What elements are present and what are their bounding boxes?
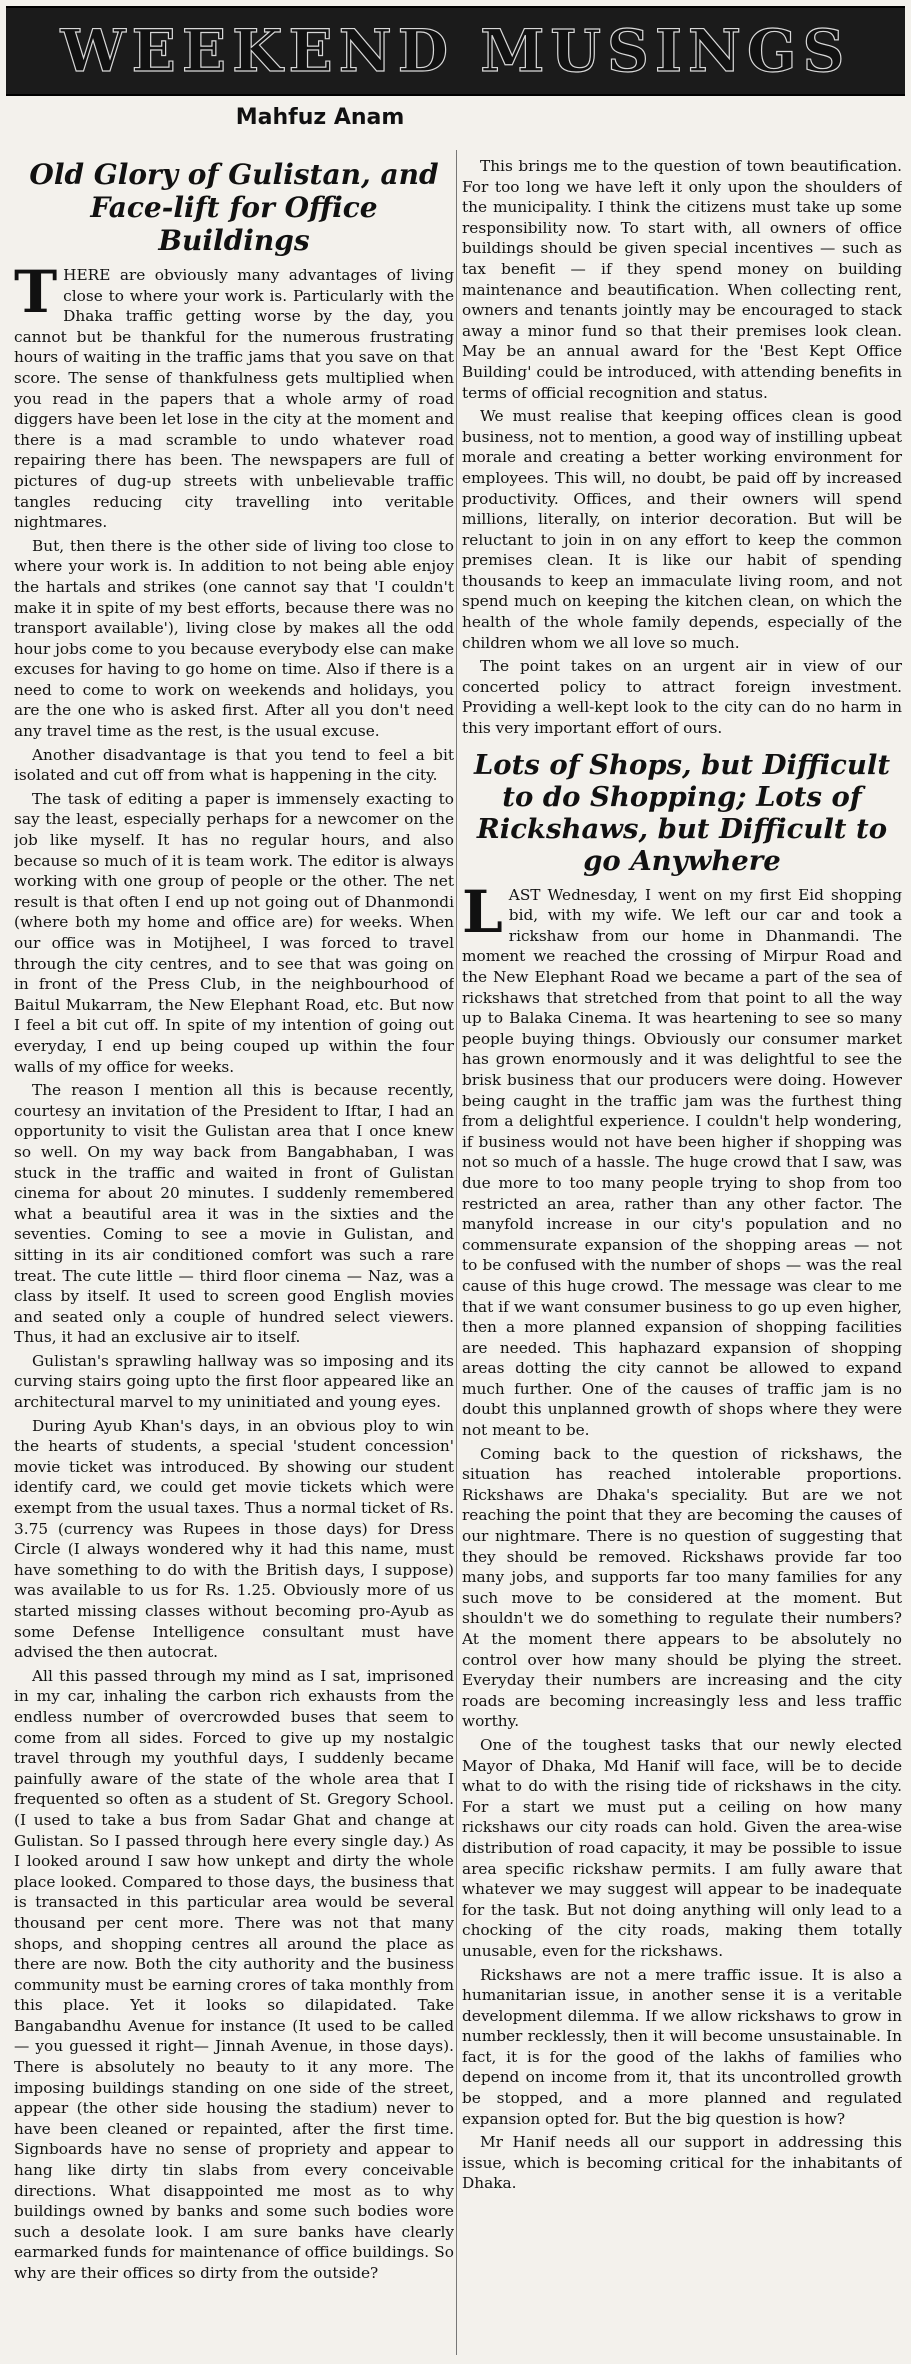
byline: Mahfuz Anam (235, 105, 405, 130)
article1-paragraph: During Ayub Khan's days, in an obvious ploy to win the hearts of students, a special 'student concession' movie ticket was introduced. By showing our student identify card, we could get movie tickets which were exempt from the usual taxes. Thus a normal ticket of Rs. 3.75 (currency was Rupees in those days) for Dress Circle (I always wondered why it had this name, must have something to do with the British days, I suppose) was available to us for Rs. 1.25. Obviously more of us started missing classes without becoming pro-Ayub as some Defense Intelligence consultant must have advised the then autocrat. (14, 1416, 454, 1662)
article1-dropcap: T (14, 258, 58, 326)
article1-paragraph: The reason I mention all this is because recently, courtesy an invitation of the President to Iftar, I had an opportunity to visit the Gulistan area that I once knew so well. On my way back from Bangabhaban, I was stuck in the traffic and waited in front of Gulistan cinema for about 20 minutes. I suddenly remembered what a beautiful area it was in the sixties and the seventies. Coming to see a movie in Gulistan, and sitting in its air conditioned comfort was such a rare treat. The cute little — third floor cinema — Naz, was a class by itself. It used to screen good English movies and seated only a couple of hundred select viewers. Thus, it had an exclusive air to itself. (14, 1081, 454, 1347)
article2-dropcap: L (462, 877, 503, 946)
article1-paragraph: Gulistan's sprawling hallway was so imposing and its curving stairs going upto the first floor appeared like an architectural marvel to my uninitiated and young eyes. (14, 1351, 454, 1412)
masthead-title: WEEKEND MUSINGS (60, 17, 851, 85)
article1-paragraph: We must realise that keeping offices clean is good business, not to mention, a good way of instilling upbeat morale and creating a better working environment for employees. This will, no doubt, be paid off by increased productivity. Offices, and their owners will spend millions, literally, on interior decoration. But will be reluctant to join in on any effort to keep the common premises clean. It is like our habit of spending thousands to keep an immaculate living room, and not spend much on keeping the kitchen clean, on which the health of the whole family depends, especially of the children whom we all love so much. (462, 407, 902, 652)
article2-paragraph: One of the toughest tasks that our newly elected Mayor of Dhaka, Md Hanif will face, will be to decide what to do with the rising tide of rickshaws in the city. For a start we must put a ceiling on how many rickshaws our city roads can hold. Given the area-wise distribution of road capacity, it may be possible to issue area specific rickshaw permits. I am fully aware that whatever we may suggest will appear to be inadequate for the task. But not doing anything will only lead to a chocking of the city roads, making them totally unusable, even for the rickshaws. (462, 1735, 902, 1960)
masthead-banner (6, 6, 905, 96)
column-divider (456, 150, 457, 2355)
article2-paragraph: Rickshaws are not a mere traffic issue. It is also a humanitarian issue, in another sense it is a veritable development dilemma. If we allow rickshaws to grow in number recklessly, then it will become unsustainable. In fact, it is for the good of the lakhs of families who depend on income from it, that its uncontrolled growth be stopped, and a more planned and regulated expansion opted for. But the big question is how? (462, 1965, 902, 2128)
article1-lead-text: HERE are obviously many advantages of living close to where your work is. Particularly with the Dhaka traffic getting worse by the day, you cannot but be thankful for the numerous frustrating hours of waiting in the traffic jams that you save on that score. The sense of thankfulness gets multiplied when you read in the papers that a whole army of road diggers have been let lose in the city at the moment and there is a mad scramble to undo whatever road repairing there has been. The newspapers are full of pictures of dug-up streets with unbelievable traffic tangles reducing city travelling into veritable nightmares. (14, 266, 454, 532)
left-column (14, 152, 454, 2352)
right-column (462, 156, 902, 2356)
article1-paragraph: But, then there is the other side of living too close to where your work is. In addition to not being able enjoy the hartals and strikes (one cannot say that 'I couldn't make it in spite of my best efforts, because there was no transport available'), living close by makes all the odd hour jobs come to you because everybody else can make excuses for having to go home on time. Also if there is a need to come to work on weekends and holidays, you are the one who is asked first. After all you don't need any travel time as the rest, is the usual excuse. (14, 536, 454, 741)
article2-lead-text: AST Wednesday, I went on my first Eid shopping bid, with my wife. We left our car and took a rickshaw from our home in Dhanmandi. The moment we reached the crossing of Mirpur Road and the New Elephant Road we became a part of the sea of rickshaws that stretched from that point to all the way up to Balaka Cinema. It was heartening to see so many people buying things. Obviously our consumer market has grown enormously and it was delightful to see the brisk business that our producers were doing. However being caught in the traffic jam was the furthest thing from a delightful experience. I couldn't help wondering, if business would not have been higher if shopping was not so much of a hassle. The huge crowd that I saw, was due more to too many people trying to shop from too restricted an area, rather than any other factor. The manyfold increase in our city's population and no commensurate expansion of the shopping areas — not to be confused with the number of shops — was the real cause of this huge crowd. The message was clear to me that if we want consumer business to go up even higher, then a more planned expansion of shopping facilities are needed. This haphazard expansion of shopping areas dotting the city cannot be allowed to expand much further. One of the causes of traffic jam is no doubt this unplanned growth of shops where they were not meant to be. (462, 885, 902, 1440)
article1-paragraph: Another disadvantage is that you tend to feel a bit isolated and cut off from what is happening in the city. (14, 745, 454, 785)
article1-paragraph: The point takes on an urgent air in view of our concerted policy to attract foreign investment. Providing a well-kept look to the city can do no harm in this very important effort of ours. (462, 657, 902, 738)
article1-paragraph: This brings me to the question of town beautification. For too long we have left it only upon the shoulders of the municipality. I think the citizens must take up some responsibility now. To start with, all owners of office buildings should be given special incentives — such as tax benefit — if they spend money on building maintenance and beautification. When collecting rent, owners and tenants jointly may be encouraged to stack away a minor fund so that their premises look clean. May be an annual award for the 'Best Kept Office Building' could be introduced, with attending benefits in terms of official recognition and status. (462, 157, 902, 402)
article2-lead-paragraph (462, 877, 902, 1441)
article1-headline: Old Glory of Gulistan, and Face-lift for Office Buildings (29, 158, 439, 257)
article2-paragraph: Coming back to the question of rickshaws, the situation has reached intolerable proportions. Rickshaws are Dhaka's speciality. But are we not reaching the point that they are becoming the causes of our nightmare. There is no question of suggesting that they should be removed. Rickshaws provide far too many jobs, and supports far too many families for any such move to be considered at the moment. But shouldn't we do something to regulate their numbers? At the moment there appears to be absolutely no control over how many should be plying the street. Everyday their numbers are increasing and the city roads are becoming increasingly less and less traffic worthy. (462, 1444, 902, 1731)
article2-headline: Lots of Shops, but Difficult to do Shopping; Lots of Rickshaws, but Difficult to go Anywhere (473, 748, 891, 877)
article1-lead-paragraph (14, 258, 454, 533)
article2-paragraph: Mr Hanif needs all our support in addressing this issue, which is becoming critical for the inhabitants of Dhaka. (462, 2133, 902, 2193)
article1-paragraph: All this passed through my mind as I sat, imprisoned in my car, inhaling the carbon rich exhausts from the endless number of overcrowded buses that seem to come from all sides. Forced to give up my nostalgic travel through my youthful days, I suddenly became painfully aware of the state of the whole area that I frequented so often as a student of St. Gregory School. (I used to take a bus from Sadar Ghat and change at Gulistan. So I passed through here every single day.) As I looked around I saw how unkept and dirty the whole place looked. Compared to those days, the business that is transacted in this particular area would be several thousand per cent more. There was not that many shops, and shopping centres all around the place as there are now. Both the city authority and the business community must be earning crores of taka monthly from this place. Yet it looks so dilapidated. Take Bangabandhu Avenue for instance (It used to be called — you guessed it right— Jinnah Avenue, in those days). There is absolutely no beauty to it any more. The imposing buildings standing on one side of the street, appear (the other side housing the stadium) never to have been cleaned or repainted, after the first time. Signboards have no sense of propriety and appear to hang like dirty tin slabs from every conceivable directions. What disappointed me most as to why buildings owned by banks and some such bodies wore such a desolate look. I am sure banks have clearly earmarked funds for maintenance of office buildings. So why are their offices so dirty from the outside? (14, 1666, 454, 2282)
article1-paragraph: The task of editing a paper is immensely exacting to say the least, especially perhaps for a newcomer on the job like myself. It has no regular hours, and also because so much of it is team work. The editor is always working with one group of people or the other. The net result is that often I end up not going out of Dhanmondi (where both my home and office are) for weeks. When our office was in Motijheel, I was forced to travel through the city centres, and to see that was going on in front of the Press Club, in the neighbourhood of Baitul Mukarram, the New Elephant Road, etc. But now I feel a bit cut off. In spite of my intention of going out everyday, I end up being couped up within the four walls of my office for weeks. (14, 789, 454, 1076)
